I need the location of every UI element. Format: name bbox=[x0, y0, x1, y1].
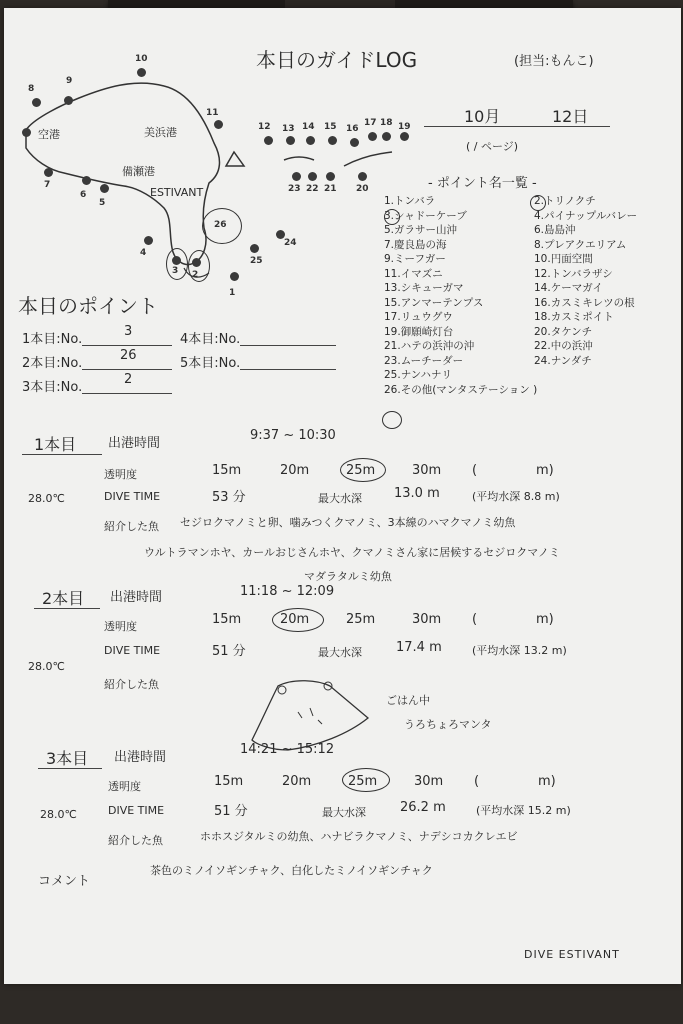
underline bbox=[240, 345, 336, 346]
map-point-number: 19 bbox=[398, 122, 411, 132]
dive-1-vis-label: 透明度 bbox=[104, 468, 137, 481]
point-list-other: 26.その他(マンタステーション ) bbox=[384, 383, 538, 396]
dive-3-fish-label: 紹介した魚 bbox=[108, 834, 163, 847]
map-point-dot bbox=[32, 98, 41, 107]
staff-name: (担当:もんこ) bbox=[514, 54, 594, 69]
map-point-dot bbox=[100, 184, 109, 193]
map-point-number: 2 bbox=[192, 270, 199, 280]
map-point-dot bbox=[214, 120, 223, 129]
underline bbox=[240, 369, 336, 370]
visibility-option: ( bbox=[472, 612, 478, 627]
visibility-option: 15m bbox=[214, 774, 244, 789]
point-row-4-label: 4本目:No. bbox=[180, 332, 241, 347]
point-list-item bbox=[534, 368, 674, 383]
dive-2-maxdepth-label: 最大水深 bbox=[318, 646, 362, 659]
map-point-dot bbox=[250, 244, 259, 253]
map-point-number: 1 bbox=[229, 288, 236, 298]
visibility-option: ( bbox=[472, 463, 478, 478]
map-point-dot bbox=[358, 172, 367, 181]
map-point-dot bbox=[306, 136, 315, 145]
point-list-item: 15.アンマーテンプス bbox=[384, 296, 484, 309]
map-point-dot bbox=[368, 132, 377, 141]
dive-2-title: 2本目 bbox=[42, 589, 85, 608]
map-point-dot bbox=[292, 172, 301, 181]
map-point-dot bbox=[144, 236, 153, 245]
point-list-item: 14.ケーマガイ bbox=[534, 282, 603, 294]
dive-3-avgdepth: (平均水深 15.2 m) bbox=[476, 804, 571, 817]
dive-3-depart-time: 14:21 ~ 15:12 bbox=[240, 742, 335, 757]
dive-2-divetime: 51 分 bbox=[212, 644, 246, 659]
dive-2-fish-line-2: うろちょろマンタ bbox=[404, 718, 492, 731]
circled-list-3 bbox=[384, 209, 400, 225]
point-list-item: 1.トンバラ bbox=[384, 195, 436, 207]
dive-2-avgdepth: (平均水深 13.2 m) bbox=[472, 644, 567, 657]
map-label-bise: 備瀬港 bbox=[122, 165, 155, 178]
dive-1-depart-time: 9:37 ~ 10:30 bbox=[250, 428, 336, 443]
point-list-title: - ポイント名一覧 - bbox=[428, 176, 537, 191]
map-point-number: 10 bbox=[135, 54, 148, 64]
visibility-option: m) bbox=[538, 774, 556, 789]
underline bbox=[82, 393, 172, 394]
point-list-item: 23.ムーチーダー bbox=[384, 354, 464, 367]
map-point-number: 3 bbox=[172, 266, 179, 276]
point-list-item: 16.カスミキレツの根 bbox=[534, 296, 635, 309]
map-point-dot bbox=[286, 136, 295, 145]
point-list-item: 6.島島沖 bbox=[534, 224, 576, 236]
dive-3-divetime-label: DIVE TIME bbox=[108, 804, 165, 817]
visibility-option: 30m bbox=[412, 612, 442, 627]
point-row-3-label: 3本目:No. bbox=[22, 380, 83, 395]
map-point-dot bbox=[82, 176, 91, 185]
date-month: 10月 bbox=[464, 107, 501, 126]
visibility-option: 20m bbox=[280, 612, 310, 627]
map-label-airport: 空港 bbox=[38, 128, 60, 141]
visibility-option: 20m bbox=[280, 463, 310, 478]
map-point-number: 23 bbox=[288, 184, 301, 194]
footer-shop-name: DIVE ESTIVANT bbox=[524, 948, 620, 961]
map-point-dot bbox=[230, 272, 239, 281]
map-point-dot bbox=[22, 128, 31, 137]
dive-2-divetime-label: DIVE TIME bbox=[104, 644, 161, 657]
underline bbox=[38, 768, 102, 769]
dive-1-fish-line-1: セジロクマノミと卵、噛みつくクマノミ、3本線のハマクマノミ幼魚 bbox=[180, 516, 516, 529]
map-point-number: 25 bbox=[250, 256, 263, 266]
circled-point-2 bbox=[188, 250, 210, 282]
map-label-shop: ESTIVANT bbox=[150, 186, 204, 199]
today-points-title: 本日のポイント bbox=[18, 294, 158, 318]
point-list-item: 19.御願崎灯台 bbox=[384, 325, 454, 338]
point-list-item: 9.ミーフガー bbox=[384, 253, 446, 265]
point-list-item: 12.トンバラザシ bbox=[534, 267, 613, 280]
map-point-dot bbox=[264, 136, 273, 145]
map-point-number: 21 bbox=[324, 184, 337, 194]
map-point-dot bbox=[350, 138, 359, 147]
map-point-dot bbox=[326, 172, 335, 181]
map-point-number: 14 bbox=[302, 122, 315, 132]
dive-3-title: 3本目 bbox=[46, 749, 89, 768]
map-point-number: 8 bbox=[28, 84, 35, 94]
underline bbox=[34, 608, 100, 609]
map-point-dot bbox=[328, 136, 337, 145]
dive-1-maxdepth: 13.0 m bbox=[394, 486, 440, 501]
point-list-item: 2.トリノクチ bbox=[534, 195, 596, 207]
dive-2-temp: 28.0℃ bbox=[28, 660, 65, 673]
page-title: 本日のガイドLOG bbox=[256, 48, 418, 72]
dive-2-fish-line-1: ごはん中 bbox=[386, 694, 430, 707]
comment-label: コメント bbox=[38, 874, 91, 889]
dive-3-depart-label: 出港時間 bbox=[114, 750, 167, 765]
point-list-item: 10.円面空間 bbox=[534, 253, 593, 265]
point-row-2-value: 26 bbox=[120, 348, 137, 363]
dive-1-temp: 28.0℃ bbox=[28, 492, 65, 505]
visibility-option: 30m bbox=[414, 774, 444, 789]
dive-3-vis-label: 透明度 bbox=[108, 780, 141, 793]
map-point-number: 13 bbox=[282, 124, 295, 134]
visibility-option: m) bbox=[536, 612, 554, 627]
point-row-5-label: 5本目:No. bbox=[180, 356, 241, 371]
visibility-option: m) bbox=[536, 463, 554, 478]
point-list-item: 8.プレアクエリアム bbox=[534, 238, 627, 251]
dive-1-divetime: 53 分 bbox=[212, 490, 246, 505]
dive-3-maxdepth: 26.2 m bbox=[400, 800, 446, 815]
dive-1-depart-label: 出港時間 bbox=[108, 436, 161, 451]
visibility-option: ( bbox=[474, 774, 480, 789]
visibility-option: 25m bbox=[346, 463, 376, 478]
point-list-item: 13.シキューガマ bbox=[384, 282, 464, 294]
log-sheet bbox=[4, 8, 681, 984]
visibility-option: 15m bbox=[212, 463, 242, 478]
map-point-dot bbox=[382, 132, 391, 141]
dive-2-fish-label: 紹介した魚 bbox=[104, 678, 159, 691]
map-point-number: 26 bbox=[214, 220, 227, 230]
date-underline bbox=[424, 126, 610, 127]
map-point-number: 11 bbox=[206, 108, 219, 118]
map-point-number: 16 bbox=[346, 124, 359, 134]
dive-3-vis-selected bbox=[342, 768, 390, 792]
underline bbox=[82, 369, 172, 370]
point-list-item: 18.カスミポイト bbox=[534, 311, 614, 323]
dive-2-depart-label: 出港時間 bbox=[110, 590, 163, 605]
dive-2-vis-label: 透明度 bbox=[104, 620, 137, 633]
map-point-dot bbox=[308, 172, 317, 181]
dive-2-maxdepth: 17.4 m bbox=[396, 640, 442, 655]
circled-point-3 bbox=[166, 248, 188, 280]
map-label-port: 美浜港 bbox=[144, 126, 177, 139]
map-point-number: 9 bbox=[66, 76, 73, 86]
map-point-dot bbox=[44, 168, 53, 177]
dive-1-vis-selected bbox=[340, 458, 386, 482]
point-row-2-label: 2本目:No. bbox=[22, 356, 83, 371]
dive-3-fish-line-2: 茶色のミノイソギンチャク、白化したミノイソギンチャク bbox=[150, 864, 433, 877]
dive-1-avgdepth: (平均水深 8.8 m) bbox=[472, 490, 560, 503]
map-point-number: 5 bbox=[99, 198, 106, 208]
date-day: 12日 bbox=[552, 107, 589, 126]
point-list-item: 22.中の浜沖 bbox=[534, 340, 593, 352]
visibility-option: 20m bbox=[282, 774, 312, 789]
map-point-number: 18 bbox=[380, 118, 393, 128]
dive-3-temp: 28.0℃ bbox=[40, 808, 77, 821]
map-point-dot bbox=[400, 132, 409, 141]
map-point-dot bbox=[137, 68, 146, 77]
visibility-option: 15m bbox=[212, 612, 242, 627]
map-point-number: 20 bbox=[356, 184, 369, 194]
point-row-1-label: 1本目:No. bbox=[22, 332, 83, 347]
map-point-number: 15 bbox=[324, 122, 337, 132]
point-list-item: 11.イマズニ bbox=[384, 267, 443, 280]
dive-1-title: 1本目 bbox=[34, 435, 77, 454]
map-point-number: 6 bbox=[80, 190, 87, 200]
dive-3-fish-line-1: ホホスジタルミの幼魚、ハナビラクマノミ、ナデシコカクレエビ bbox=[200, 830, 518, 843]
point-list bbox=[384, 194, 674, 397]
visibility-option: 30m bbox=[412, 463, 442, 478]
map-point-dot bbox=[64, 96, 73, 105]
point-list-item: 17.リュウグウ bbox=[384, 311, 453, 323]
dive-1-fish-line-2: ウルトラマンホヤ、カールおじさんホヤ、クマノミさん家に居候するセジロクマノミ bbox=[144, 546, 560, 559]
point-list-item: 24.ナンダチ bbox=[534, 354, 592, 367]
map-point-number: 12 bbox=[258, 122, 271, 132]
page-number: ( / ページ) bbox=[466, 140, 519, 153]
point-list-item: 25.ナンハナリ bbox=[384, 369, 452, 381]
point-list-item: 20.タケンチ bbox=[534, 325, 593, 338]
point-list-item: 21.ハテの浜沖の沖 bbox=[384, 340, 475, 352]
underline bbox=[82, 345, 172, 346]
dive-1-fish-line-3: マダラタルミ幼魚 bbox=[304, 570, 392, 583]
dive-3-divetime: 51 分 bbox=[214, 804, 248, 819]
map-point-number: 24 bbox=[284, 238, 297, 248]
dive-1-divetime-label: DIVE TIME bbox=[104, 490, 161, 503]
point-list-item: 5.ガラサー山沖 bbox=[384, 224, 458, 236]
dive-2-vis-selected bbox=[272, 608, 324, 632]
map-point-number: 22 bbox=[306, 184, 319, 194]
circled-list-26 bbox=[382, 411, 402, 429]
dive-1-maxdepth-label: 最大水深 bbox=[318, 492, 362, 505]
dive-3-maxdepth-label: 最大水深 bbox=[322, 806, 366, 819]
point-list-item: 3.シャドーケーブ bbox=[384, 209, 467, 222]
visibility-option: 25m bbox=[346, 612, 376, 627]
map-point-number: 4 bbox=[140, 248, 147, 258]
circled-list-2 bbox=[530, 195, 546, 211]
point-row-1-value: 3 bbox=[124, 324, 133, 339]
point-list-item: 4.パイナップルバレー bbox=[534, 209, 638, 222]
underline bbox=[22, 454, 102, 455]
dive-2-depart-time: 11:18 ~ 12:09 bbox=[240, 584, 335, 599]
map-point-number: 17 bbox=[364, 118, 377, 128]
map-point-number: 7 bbox=[44, 180, 51, 190]
dive-1-fish-label: 紹介した魚 bbox=[104, 520, 159, 533]
point-list-item: 7.慶良島の海 bbox=[384, 238, 447, 251]
point-row-3-value: 2 bbox=[124, 372, 133, 387]
visibility-option: 25m bbox=[348, 774, 378, 789]
